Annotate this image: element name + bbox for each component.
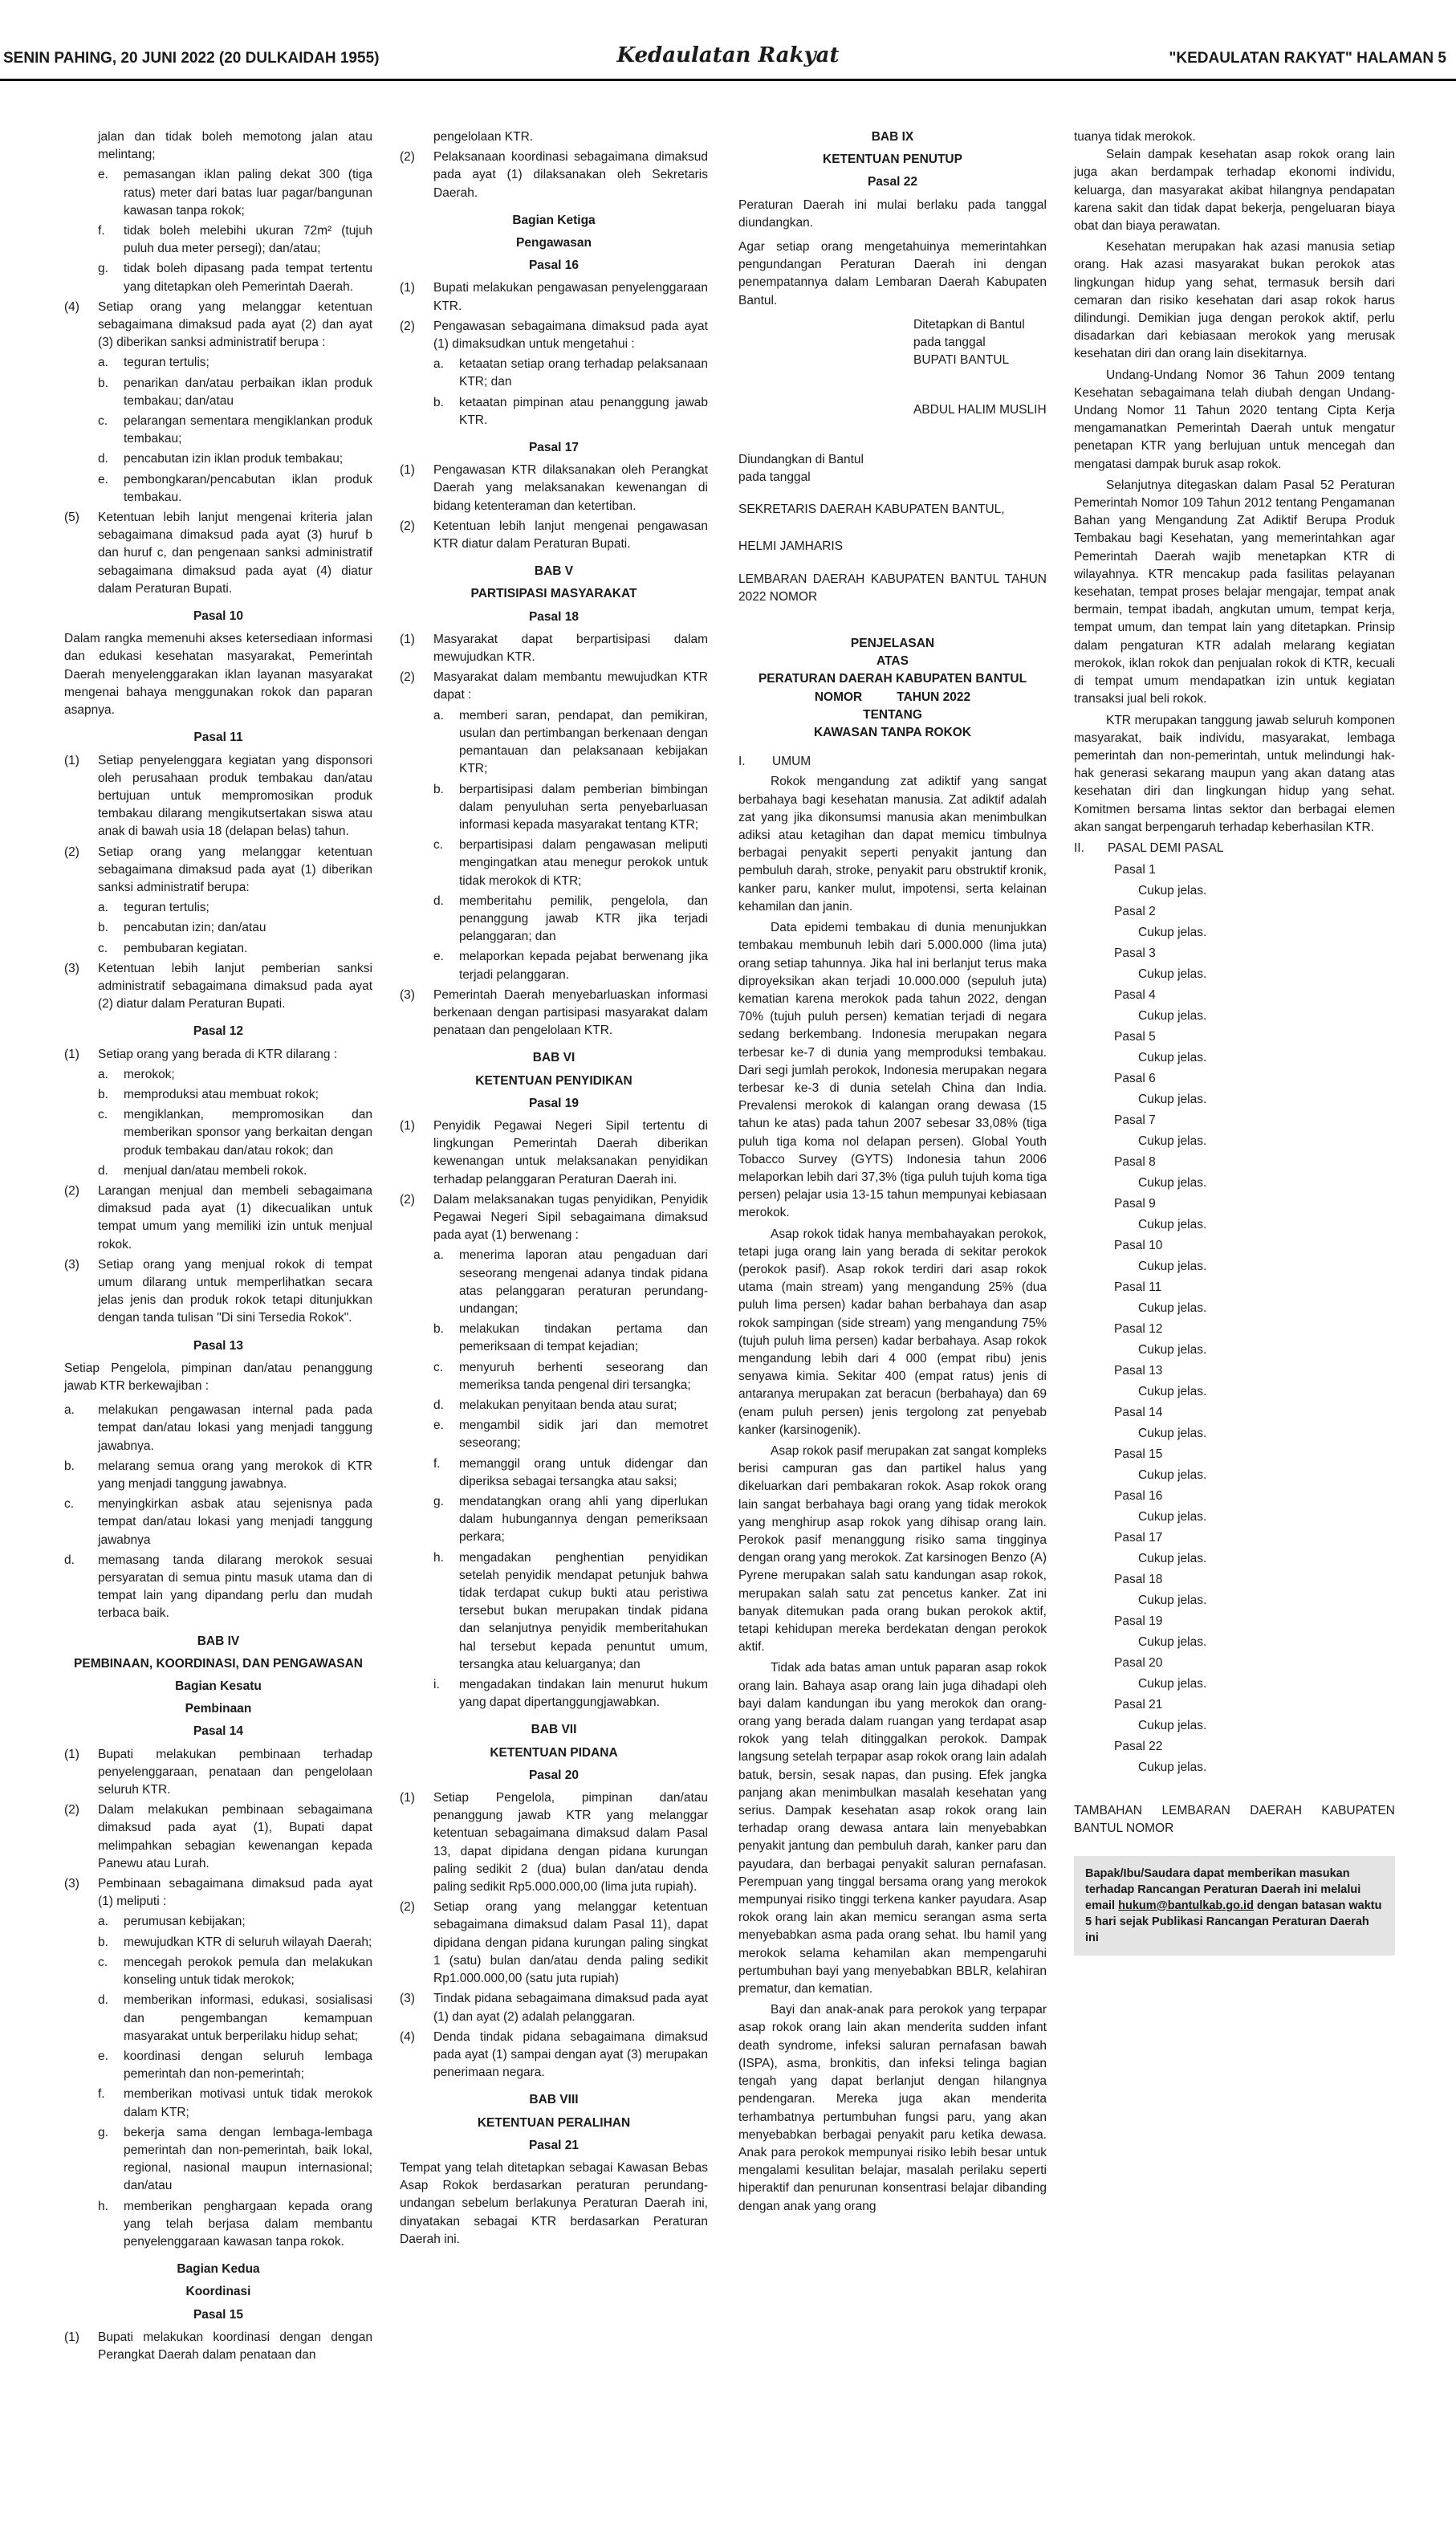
column-3 <box>738 128 1047 2219</box>
email-link[interactable]: hukum@bantulkab.go.id <box>1118 1899 1254 1912</box>
pasal-item: Pasal 16 <box>1114 1489 1163 1504</box>
tambahan-lembaran: TAMBAHAN LEMBARAN DAERAH KABUPATEN BANTUL NOMOR <box>1074 1804 1395 1836</box>
list-item: b. melarang semua orang yang merokok di KTR yang menjadi tanggung jawabnya. <box>64 1459 372 1492</box>
pasal-item: Pasal 22 <box>1114 1740 1163 1754</box>
bagian-title: Pengawasan <box>516 236 592 250</box>
bab-heading: BAB IV <box>197 1634 240 1648</box>
bagian-title: Pembinaan <box>185 1702 252 1716</box>
list-item: g. bekerja sama dengan lembaga-lembaga pemerintah dan non-pemerintah, baik lokal, regional, nasional maupun internasional; dan/atau <box>98 2125 372 2193</box>
paragraph: Bayi dan anak-anak para perokok yang terpapar asap rokok orang lain akan menderita sudden infant death syndrome, infeksi saluran pernafasan bawah (ISPA), asma, bronkitis, dan infeksi telinga bagian tengah yang dapat berlanjut dengan hilangnya pendengaran. Mereka juga akan menderita terhambatnya pertumbuhan fungsi paru, yang akan menyebabkan berbagai penyakit paru ketika dewasa. Anak para perokok mempunyai risiko lebih besar untuk mengalami kesulitan belajar, masalah perilaku seperti hiperaktif dan penurunan konsentrasi belajar dibanding dengan anak yang orang <box>738 2003 1047 2213</box>
bab-title: KETENTUAN PENUTUP <box>823 153 962 167</box>
pasal-explanation: Cukup jelas. <box>1138 1552 1207 1566</box>
pasal-item: Pasal 10 <box>1114 1239 1163 1253</box>
paragraph: Selain dampak kesehatan asap rokok orang lain juga akan berdampak terhadap ekonomi individu, keluarga, dan masyarakat akibat hilangnya pendapatan karena sakit dan tidak dapat bekerja, pengeluaran biaya obat dan biaya perawatan. <box>1074 148 1395 234</box>
paragraph: Peraturan Daerah ini mulai berlaku pada tanggal diundangkan. <box>738 197 1047 230</box>
pasal-heading: Pasal 10 <box>193 609 244 624</box>
list-item: b. memproduksi atau membuat rokok; <box>98 1087 319 1101</box>
pasal-explanation: Cukup jelas. <box>1138 1468 1207 1483</box>
list-item: (2) Pelaksanaan koordinasi sebagaimana dimaksud pada ayat (1) dilaksanakan oleh Sekretaris Daerah. <box>400 150 708 200</box>
list-item: a. teguran tertulis; <box>98 901 209 915</box>
list-item: (3) Setiap orang yang menjual rokok di tempat umum dilarang untuk memperlihatkan secara jelas jenis dan produk rokok tetapi ditunjukkan dengan tanda tulisan "Di sini Tersedia Rokok". <box>64 1257 372 1325</box>
sign-place: Ditetapkan di Bantul <box>913 317 1025 332</box>
list-item: b. berpartisipasi dalam pemberian bimbingan dalam penyuluhan serta penyebarluasan informasi kepada masyarakat tentang KTR; <box>433 782 708 832</box>
bab-heading: BAB VII <box>531 1723 577 1737</box>
list-item: g. tidak boleh dipasang pada tempat tertentu yang ditetapkan oleh Pemerintah Daerah. <box>98 262 372 294</box>
list-item: c. pelarangan sementara mengiklankan produk tembakau; <box>98 414 372 446</box>
pasal-item: Pasal 15 <box>1114 1447 1163 1462</box>
bab-heading: BAB VIII <box>529 2093 579 2107</box>
list-item: f. tidak boleh melebihi ukuran 72m² (tujuh puluh dua meter persegi); dan/atau; <box>98 224 372 256</box>
bab-heading: BAB V <box>534 564 574 579</box>
list-item: (3) Pemerintah Daerah menyebarluaskan informasi berkenaan dengan partisipasi masyarakat dalam penataan dan pengelolaan KTR. <box>400 987 708 1038</box>
list-item: (4) Denda tindak pidana sebagaimana dimaksud pada ayat (1) sampai dengan ayat (3) merupakan penerimaan negara. <box>400 2029 708 2080</box>
paragraph: Tempat yang telah ditetapkan sebagai Kawasan Bebas Asap Rokok berdasarkan peraturan perundang-undangan sebelum berlakunya Peraturan Daerah ini, dinyatakan sebagai KTR berdasarkan Peraturan Daerah ini. <box>400 2160 708 2246</box>
list-item: (1) Bupati melakukan pengawasan penyelenggaraan KTR. <box>400 281 708 313</box>
list-item: b. mewujudkan KTR di seluruh wilayah Daerah; <box>98 1935 372 1949</box>
pasal-heading: Pasal 11 <box>193 731 243 745</box>
pasal-item: Pasal 17 <box>1114 1531 1163 1545</box>
list-item: (2) Setiap orang yang melanggar ketentuan sebagaimana dimaksud pada ayat (1) diberikan sanksi administratif berupa: <box>64 845 372 894</box>
paragraph: Data epidemi tembakau di dunia menunjukkan tembakau membunuh lebih dari 5.000.000 (lima juta) orang setiap tahunnya. Jika hal ini berlanjut terus maka diproyeksikan akan terjadi 10.000.000 (sepuluh juta) kematian karena merokok pada tahun 2022, dengan 70% (tujuh puluh persen) kematian terjadi di negara sedang berkembang. Indonesia merupakan negara terbesar ke-7 di dunia yang memproduksi tembakau. Dari segi jumlah perokok, Indonesia merupakan negara terbesar ke-3 di dunia setelah China dan India. Prevalensi merokok di kalangan orang dewasa (15 tahun ke atas) pada tahun 2007 sebesar 33,08% (tiga puluh tiga koma nol delapan persen). Global Youth Tobacco Survey (GYTS) Indonesia tahun 2006 melaporkan lebih dari 37,3% (tiga puluh tujuh koma tiga persen) pelajar usia 13-15 tahun mempunyai kebiasaan merokok. <box>738 921 1047 1220</box>
masthead-logo: Kedaulatan Rakyat <box>616 43 840 67</box>
feedback-notice-box <box>1074 1856 1395 1956</box>
list-item: (3) Tindak pidana sebagaimana dimaksud pada ayat (1) dan ayat (2) adalah pelanggaran. <box>400 1992 708 2024</box>
bagian-heading: Bagian Kesatu <box>175 1679 262 1694</box>
paragraph: tuanya tidak merokok. <box>1074 130 1196 144</box>
pasal-heading: Pasal 21 <box>528 2138 580 2152</box>
list-item: g. mendatangkan orang ahli yang diperlukan dalam hubungannya dengan pemeriksaan perkara; <box>433 1495 708 1545</box>
sign-date: pada tanggal <box>913 335 986 349</box>
pasal-item: Pasal 3 <box>1114 946 1156 961</box>
bab-title: KETENTUAN PIDANA <box>490 1745 618 1760</box>
list-item: d. memberitahu pemilik, pengelola, dan penanggung jawab KTR jika terjadi pelanggaran; dan <box>433 893 708 944</box>
list-item: d. memberikan informasi, edukasi, sosialisasi dan pengembangan kemampuan masyarakat untuk berperilaku hidup sehat; <box>98 1993 372 2043</box>
list-item: b. pencabutan izin; dan/atau <box>98 921 266 935</box>
list-item: b. penarikan dan/atau perbaikan iklan produk tembakau; dan/atau <box>98 376 372 408</box>
paragraph: KTR merupakan tanggung jawab seluruh komponen masyarakat, baik individu, masyarakat, lembaga pemerintah dan non-pemerintah, untuk melindungi hak-hak generasi sekarang maupun yang akan datang atas kesehatan diri dan lingkungan hidup yang sehat. Komitmen bersama lintas sektor dan berbagai elemen akan sangat berpengaruh terhadap keberhasilan KTR. <box>1074 713 1395 834</box>
pasal-heading: Pasal 17 <box>528 441 580 455</box>
paragraph: Rokok mengandung zat adiktif yang sangat berbahaya bagi kesehatan manusia. Zat adiktif adalah zat yang jika dikonsumsi manusia akan menimbulkan adiksi atau ketagihan dan dapat memicu timbulnya berbagai penyakit seperti penyakit jantung dan pembuluh darah, stroke, penyakit paru obstruktif kronik, kanker paru, kanker mulut, impotensi, serta kelainan kehamilan dan janin. <box>738 775 1047 914</box>
list-item: e. pembongkaran/pencabutan iklan produk tembakau. <box>98 472 372 504</box>
list-item: i. mengadakan tindakan lain menurut hukum yang dapat dipertanggungjawabkan. <box>433 1678 708 1710</box>
penjelasan-title: NOMOR TAHUN 2022 <box>814 690 971 704</box>
pasal-heading: Pasal 14 <box>193 1724 244 1739</box>
list-item: (1) Bupati melakukan pembinaan terhadap penyelenggaraan, penataan dan pengelolaan seluruh KTR. <box>64 1747 372 1797</box>
list-item: (3) Pembinaan sebagaimana dimaksud pada ayat (1) meliputi : <box>64 1877 372 1909</box>
list-item: (2) Ketentuan lebih lanjut mengenai pengawasan KTR diatur dalam Peraturan Bupati. <box>400 519 708 552</box>
list-item: e. pemasangan iklan paling dekat 300 (tiga ratus) meter dari batas luar pagar/bangunan kawasan tanpa rokok; <box>98 168 372 218</box>
pasal-item: Pasal 18 <box>1114 1573 1163 1587</box>
penjelasan-title: PENJELASAN <box>850 637 935 651</box>
section-heading: II. PASAL DEMI PASAL <box>1074 841 1224 855</box>
list-item: (2) Setiap orang yang melanggar ketentuan sebagaimana dimaksud dalam Pasal 11), dapat dipidana dengan pidana kurungan paling singkat 1 (satu) bulan dan/atau denda paling sedikit Rp1.000.000,00 (satu juta rupiah) <box>400 1900 708 1986</box>
pasal-heading: Pasal 16 <box>528 258 580 273</box>
pasal-explanation: Cukup jelas. <box>1138 967 1207 982</box>
pasal-item: Pasal 11 <box>1114 1280 1162 1295</box>
list-item: jalan dan tidak boleh memotong jalan atau melintang; <box>98 130 372 162</box>
pasal-explanation: Cukup jelas. <box>1138 1093 1207 1107</box>
list-item: (1) Pengawasan KTR dilaksanakan oleh Perangkat Daerah yang melaksanakan kewenangan di bidang ketenteraman dan ketertiban. <box>400 463 708 513</box>
pasal-explanation: Cukup jelas. <box>1138 1176 1207 1191</box>
list-item: a. teguran tertulis; <box>98 356 209 370</box>
list-item: b. ketaatan pimpinan atau penanggung jawab KTR. <box>433 395 708 427</box>
list-item: c. pembubaran kegiatan. <box>98 941 248 955</box>
sign-title: BUPATI BANTUL <box>913 352 1010 367</box>
pasal-item: Pasal 13 <box>1114 1364 1163 1378</box>
pasal-item: Pasal 20 <box>1114 1656 1163 1671</box>
list-item: (1) Masyarakat dapat berpartisipasi dalam mewujudkan KTR. <box>400 632 708 665</box>
list-item: d. memasang tanda dilarang merokok sesuai persyaratan di semua pintu masuk utama dan di tempat lain yang dipandang perlu dan mudah terbaca baik. <box>64 1553 372 1621</box>
pasal-item: Pasal 12 <box>1114 1322 1163 1337</box>
issue-date: SENIN PAHING, 20 JUNI 2022 (20 DULKAIDAH 1955) <box>3 50 380 67</box>
pasal-heading: Pasal 18 <box>528 609 580 624</box>
list-item: a. memberi saran, pendapat, dan pemikiran, usulan dan pertimbangan berkenaan dengan pemantauan dan pelaksanaan kebijakan KTR; <box>433 708 708 776</box>
pasal-item: Pasal 19 <box>1114 1614 1163 1629</box>
list-item: (4) Setiap orang yang melanggar ketentuan sebagaimana dimaksud pada ayat (2) dan ayat (3) diberikan sanksi administratif berupa : <box>64 299 372 350</box>
list-item: (1) Setiap penyelenggara kegiatan yang disponsori oleh perusahaan produk tembakau dan/atau bertujuan untuk mempromosikan produk tembakau dilarang mengikutsertakan siswa atau anak di bawah usia 18 (delapan belas) tahun. <box>64 753 372 839</box>
list-item: c. menyingkirkan asbak atau sejenisnya pada tempat dan/atau lokasi yang menjadi tanggung jawabnya <box>64 1497 372 1547</box>
paragraph: Undang-Undang Nomor 36 Tahun 2009 tentang Kesehatan sebagaimana telah diubah dengan Undang-Undang Nomor 11 Tahun 2020 tentang Cipta Kerja mengamanatkan Pemerintah Daerah untuk mengatur penetapan KTR yang berlujuan untuk mencegah dan mengatasi dampak buruk asap rokok. <box>1074 368 1395 471</box>
penjelasan-title: PERATURAN DAERAH KABUPATEN BANTUL <box>758 672 1027 686</box>
paragraph: Dalam rangka memenuhi akses ketersediaan informasi dan edukasi kesehatan masyarakat, Pemerintah Daerah menyelenggarakan iklan layanan masyarakat mengenai bahaya menggunakan rokok dan paparan asapnya. <box>64 632 372 718</box>
list-item: d. menjual dan/atau membeli rokok. <box>98 1163 307 1178</box>
pasal-item: Pasal 5 <box>1114 1030 1156 1044</box>
bab-title: PARTISIPASI MASYARAKAT <box>470 587 637 601</box>
pasal-heading: Pasal 15 <box>193 2307 244 2322</box>
pasal-explanation: Cukup jelas. <box>1138 1760 1207 1775</box>
pasal-heading: Pasal 13 <box>193 1338 244 1353</box>
bab-heading: BAB IX <box>871 130 914 144</box>
pasal-explanation: Cukup jelas. <box>1138 1301 1207 1316</box>
bab-heading: BAB VI <box>532 1051 575 1065</box>
pasal-explanation: Cukup jelas. <box>1138 1134 1207 1149</box>
pasal-explanation: Cukup jelas. <box>1138 1009 1207 1024</box>
list-item: f. memberikan motivasi untuk tidak merokok dalam KTR; <box>98 2087 372 2119</box>
list-item: (1) Penyidik Pegawai Negeri Sipil tertentu di lingkungan Pemerintah Daerah diberikan kewenangan untuk melaksanakan penyidikan terhadap pelanggaran Peraturan Daerah ini. <box>400 1118 708 1186</box>
pasal-demi-pasal-list <box>1114 860 1395 1778</box>
column-4 <box>1074 128 1395 1956</box>
list-item: a. merokok; <box>98 1067 175 1081</box>
paragraph: Asap rokok pasif merupakan zat sangat kompleks berisi campuran gas dan partikel halus yang dikeluarkan dari pembakaran rokok. Asap rokok orang lain sangat berbahaya bagi orang yang tidak merokok yang menghirup asap rokok yang dihisap orang lain. Perokok pasif menanggung risiko sama tingginya dengan orang yang merokok. Zat karsinogen Benzo (A) Pyrene merupakan salah satu kandungan asap rokok, merupakan salah satu zat pencetus kanker. Zat ini banyak ditemukan pada orang bukan perokok aktif, tetapi kehidupan mereka berdekatan dengan perokok aktif. <box>738 1443 1047 1655</box>
list-item: (5) Ketentuan lebih lanjut mengenai kriteria jalan sebagaimana dimaksud pada ayat (3) huruf b dan huruf c, dan pengenaan sanksi administratif sebagaimana dimaksud pada ayat (4) diatur dalam Peraturan Bupati. <box>64 511 372 596</box>
pasal-item: Pasal 1 <box>1114 863 1156 877</box>
column-2 <box>400 128 708 2255</box>
pasal-explanation: Cukup jelas. <box>1138 1635 1207 1650</box>
paragraph: Setiap Pengelola, pimpinan dan/atau penanggung jawab KTR berkewajiban : <box>64 1361 372 1393</box>
page-number: "KEDAULATAN RAKYAT" HALAMAN 5 <box>1169 50 1446 67</box>
pasal-explanation: Cukup jelas. <box>1138 1385 1207 1399</box>
paragraph: Agar setiap orang mengetahuinya memerintahkan pengundangan Peraturan Daerah ini dengan penempatannya dalam Lembaran Daerah Kabupaten Bantul. <box>738 240 1047 307</box>
pasal-item: Pasal 14 <box>1114 1406 1163 1420</box>
penjelasan-title: TENTANG <box>863 707 922 722</box>
list-item: (2) Dalam melaksanakan tugas penyidikan, Penyidik Pegawai Negeri Sipil sebagaimana dimaksud pada ayat (1) berwenang : <box>400 1192 708 1243</box>
signature-block <box>913 316 1047 419</box>
pasal-heading: Pasal 12 <box>193 1024 244 1039</box>
list-item: (2) Larangan menjual dan membeli sebagaimana dimaksud pada ayat (1) dikecualikan untuk tempat umum yang memiliki izin untuk menjual rokok. <box>64 1183 372 1252</box>
list-item: d. melakukan penyitaan benda atau surat; <box>433 1398 677 1412</box>
penjelasan-title: ATAS <box>876 654 909 669</box>
paragraph: Asap rokok tidak hanya membahayakan perokok, tetapi juga orang lain yang berada di sekitar perokok (perokok pasif). Asap rokok terdiri dari asap rokok utama (main stream) yang mengandung 25% (dua puluh lima persen) kadar bahan berbahaya dan asap rokok sampingan (side stream) yang mengandung 75% (tujuh puluh lima persen) kadar berbahaya. Asap rokok mengandung lebih dari 4 000 (empat ribu) jenis senyawa kimia. Sekitar 400 (empat ratus) jenis di antaranya merupakan zat beracun (berbahaya) dan 69 (enam puluh persen) jenis tergolong zat penyebab kanker (karsinogenik). <box>738 1227 1047 1437</box>
pasal-explanation: Cukup jelas. <box>1138 1594 1207 1608</box>
list-item: (1) Bupati melakukan koordinasi dengan dengan Perangkat Daerah dalam penataan dan <box>64 2330 372 2362</box>
pasal-explanation: Cukup jelas. <box>1138 1677 1207 1691</box>
list-item: c. berpartisipasi dalam pengawasan meliputi mengingatkan atau menegur perokok untuk tidak merokok di KTR; <box>433 838 708 888</box>
bagian-heading: Bagian Kedua <box>177 2262 260 2277</box>
list-item: c. mengiklankan, mempromosikan dan memberikan sponsor yang berkaitan dengan produk tembakau dan/atau rokok; dan <box>98 1108 372 1158</box>
pasal-explanation: Cukup jelas. <box>1138 1260 1207 1274</box>
list-item: d. pencabutan izin iklan produk tembakau; <box>98 452 344 466</box>
column-1 <box>64 128 372 2367</box>
notice-text: Bapak/Ibu/Saudara dapat memberikan masukan terhadap Rancangan Peraturan Daerah ini melalui email <box>1085 1866 1361 1912</box>
promulgation-place: Diundangkan di Bantul <box>738 452 864 466</box>
bab-title: PEMBINAAN, KOORDINASI, DAN PENGAWASAN <box>74 1656 363 1671</box>
list-item: (2) Masyarakat dalam membantu mewujudkan KTR dapat : <box>400 670 708 702</box>
list-item: c. menyuruh berhenti seseorang dan memeriksa tanda pengenal diri tersangka; <box>433 1360 708 1392</box>
list-item: (1) Setiap Pengelola, pimpinan dan/atau penanggung jawab KTR yang melanggar ketentuan sebagaimana dimaksud dalam Pasal 13, dapat dipidana dengan pidana kurungan paling sedikit 2 (dua) bulan dan/atau denda paling sedikit Rp5.000.000,00 (lima juta rupiah). <box>400 1791 708 1895</box>
promulgation-date: pada tanggal <box>738 470 811 485</box>
list-item: a. menerima laporan atau pengaduan dari seseorang mengenai adanya tindak pidana atas pelanggaran peraturan perundang-undangan; <box>433 1248 708 1316</box>
pasal-explanation: Cukup jelas. <box>1138 1427 1207 1441</box>
list-item: e. melaporkan kepada pejabat berwenang jika terjadi pelanggaran. <box>433 950 708 982</box>
pasal-heading: Pasal 22 <box>867 175 918 189</box>
header-rule <box>0 79 1456 81</box>
list-item: (1) Setiap orang yang berada di KTR dilarang : <box>64 1047 338 1061</box>
pasal-explanation: Cukup jelas. <box>1138 1719 1207 1733</box>
paragraph: Kesehatan merupakan hak azasi manusia setiap orang. Hak azasi masyarakat bukan perokok atas lingkungan hidup yang sehat, termasuk bersih dari cemaran dan risiko kesehatan dari asap rokok harus dilindungi. Demikian juga dengan perokok aktif, perlu disadarkan dari kebiasaan merokok yang merusak kesehatan diri dan orang lain disekitarnya. <box>1074 240 1395 361</box>
list-item: (2) Pengawasan sebagaimana dimaksud pada ayat (1) dimaksudkan untuk mengetahui : <box>400 319 708 352</box>
list-item: pengelolaan KTR. <box>433 130 534 144</box>
pasal-explanation: Cukup jelas. <box>1138 926 1207 940</box>
pasal-item: Pasal 8 <box>1114 1155 1156 1170</box>
pasal-item: Pasal 4 <box>1114 988 1156 1003</box>
pasal-explanation: Cukup jelas. <box>1138 1343 1207 1357</box>
bab-title: KETENTUAN PENYIDIKAN <box>475 1073 632 1088</box>
list-item: e. koordinasi dengan seluruh lembaga pemerintah dan non-pemerintah; <box>98 2049 372 2082</box>
section-heading: I. UMUM <box>738 755 811 769</box>
pasal-heading: Pasal 20 <box>528 1768 580 1782</box>
sekda-title: SEKRETARIS DAERAH KABUPATEN BANTUL, <box>738 503 1005 517</box>
paragraph: Selanjutnya ditegaskan dalam Pasal 52 Peraturan Pemerintah Nomor 109 Tahun 2012 tentang Pengamanan Bahan yang Mengandung Zat Adiktif Berupa Produk Tembakau bagi Kesehatan, yang memerintahkan agar Pemerintah Daerah wajib menetapkan KTR di wilayahnya. KTR mencakup pada fasilitas pelayanan kesehatan, tempat proses belajar mengajar, tempat anak bermain, tempat ibadah, angkutan umum, tempat kerja, tempat umum, dan tempat lain yang ditetapkan. Prinsip dalam pengaturan KTR adalah melarang kegiatan merokok, iklan rokok dan penjualan rokok di KTR, kecuali di tempat umum mendapatkan izin untuk kegiatan transaksi jual beli rokok. <box>1074 478 1395 706</box>
bagian-title: Koordinasi <box>185 2285 251 2299</box>
notice-text: dengan batasan waktu 5 hari sejak Publikasi Rancangan Peraturan Daerah ini <box>1085 1899 1382 1944</box>
list-item: a. melakukan pengawasan internal pada pada tempat dan/atau lokasi yang menjadi tanggung jawabnya. <box>64 1403 372 1453</box>
lembaran-daerah: LEMBARAN DAERAH KABUPATEN BANTUL TAHUN 2022 NOMOR <box>738 572 1047 604</box>
pasal-item: Pasal 7 <box>1114 1113 1156 1128</box>
penjelasan-title: KAWASAN TANPA ROKOK <box>813 726 972 740</box>
pasal-item: Pasal 9 <box>1114 1197 1156 1211</box>
pasal-explanation: Cukup jelas. <box>1138 884 1207 898</box>
pasal-item: Pasal 2 <box>1114 905 1156 919</box>
sekda-name: HELMI JAMHARIS <box>738 539 844 554</box>
pasal-explanation: Cukup jelas. <box>1138 1218 1207 1232</box>
list-item: b. melakukan tindakan pertama dan pemeriksaan di tempat kejadian; <box>433 1322 708 1354</box>
pasal-item: Pasal 6 <box>1114 1072 1156 1086</box>
pasal-item: Pasal 21 <box>1114 1698 1163 1712</box>
list-item: c. mencegah perokok pemula dan melakukan konseling untuk tidak merokok; <box>98 1955 372 1988</box>
list-item: (3) Ketentuan lebih lanjut pemberian sanksi administratif sebagaimana dimaksud pada ayat (2) diatur dalam Peraturan Bupati. <box>64 961 372 1011</box>
sign-name: ABDUL HALIM MUSLIH <box>913 402 1047 417</box>
list-item: (2) Dalam melakukan pembinaan sebagaimana dimaksud pada ayat (1), Bupati dapat melimpahkan sebagian kewenangan kepada Panewu atau Lurah. <box>64 1803 372 1870</box>
list-item: e. mengambil sidik jari dan memotret seseorang; <box>433 1418 708 1451</box>
paragraph: Tidak ada batas aman untuk paparan asap rokok orang lain. Bahaya asap orang lain juga dihadapi oleh bayi dalam kandungan ibu yang merokok dan orang-orang yang berada dalam ruangan yang terdapat asap rokok yang telah ditinggalkan perokok. Dampak langsung setelah terpapar asap rokok orang lain adalah batuk, bersin, sesak napas, dan pusing. Efek jangka panjang akan menimbulkan masalah kesehatan yang serius. Dampak kesehatan asap rokok orang lain terhadap orang dewasa antara lain menyebabkan penyakit jantung dan pembuluh darah, kanker paru dan payudara, dan berbagai penyakit saluran pernafasan. Perempuan yang tinggal bersama orang yang merokok mempunyai risiko tinggi terkena kanker payudara. Asap rokok orang lain akan memicu serangan asma serta menyebabkan asma pada orang sehat. Ibu hamil yang merokok selama kehamilan akan mempengaruhi pertumbuhan bayi yang menyebabkan BBLR, kelahiran prematur, dan kematian. <box>738 1661 1047 1996</box>
list-item: h. memberikan penghargaan kepada orang yang telah berjasa dalam membantu penyelenggaraan kawasan tanpa rokok. <box>98 2199 372 2249</box>
list-item: a. perumusan kebijakan; <box>98 1915 246 1929</box>
bagian-heading: Bagian Ketiga <box>512 213 596 227</box>
pasal-explanation: Cukup jelas. <box>1138 1510 1207 1524</box>
pasal-explanation: Cukup jelas. <box>1138 1051 1207 1065</box>
list-item: a. ketaatan setiap orang terhadap pelaksanaan KTR; dan <box>433 357 708 389</box>
list-item: h. mengadakan penghentian penyidikan setelah penyidik mendapat petunjuk bahwa tidak terdapat cukup bukti atau peristiwa tersebut bukan merupakan tindak pidana dan selanjutnya penyidik memberitahukan hal tersebut kepada penuntut umum, tersangka atau keluarganya; dan <box>433 1550 708 1671</box>
page-header <box>0 0 1456 96</box>
pasal-heading: Pasal 19 <box>528 1096 580 1110</box>
list-item: f. memanggil orang untuk didengar dan diperiksa sebagai tersangka atau saksi; <box>433 1456 708 1488</box>
bab-title: KETENTUAN PERALIHAN <box>477 2115 631 2130</box>
